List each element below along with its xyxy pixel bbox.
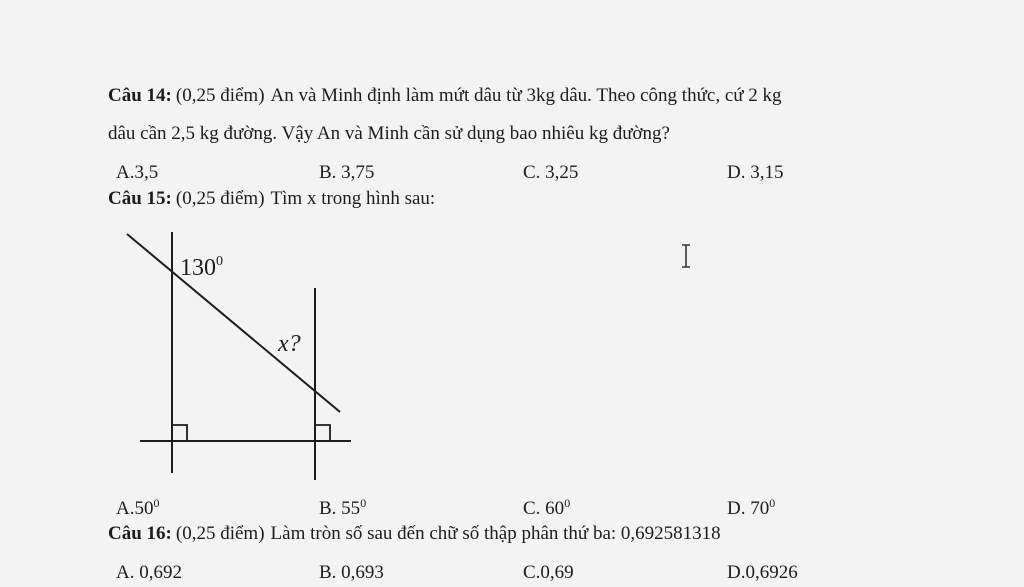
question-15-option-d[interactable]: D. $70^0$: [727, 496, 776, 519]
question-14-options: [116, 162, 916, 186]
right-angle-mark-left: [172, 425, 187, 441]
question-16-option-b[interactable]: B. 0,693: [319, 562, 384, 583]
question-15-points: (0,25 điểm): [175, 188, 265, 209]
question-16-options: [116, 562, 916, 586]
question-14-line-2: [108, 123, 670, 145]
question-14-option-c[interactable]: C. 3,25: [523, 162, 579, 183]
unknown-angle-label: x?: [278, 331, 301, 357]
transversal-line: [127, 234, 340, 412]
text-cursor-icon: [679, 244, 693, 268]
question-16-points: (0,25 điểm): [175, 523, 265, 544]
question-16-line: [108, 523, 721, 545]
question-14-option-d[interactable]: D. 3,15: [727, 162, 784, 183]
question-16-text: Làm tròn số sau đến chữ số thập phân thứ ba: 0,692581318: [270, 523, 721, 544]
question-15-options: [116, 498, 916, 522]
question-14-label: Câu 14:: [108, 85, 172, 106]
question-15-line: [108, 188, 435, 210]
question-14-text-1: An và Minh định làm mứt dâu từ 3kg dâu. Theo công thức, cứ 2 kg: [270, 85, 782, 106]
question-15-option-b[interactable]: B. $55^0$: [319, 496, 367, 519]
question-14-option-a[interactable]: A.3,5: [116, 162, 159, 183]
question-15-option-c[interactable]: C. $60^0$: [523, 496, 571, 519]
angle-130-label: $130^0$: [180, 254, 223, 281]
question-14-line-1: [108, 85, 782, 107]
question-14-option-b[interactable]: B. 3,75: [319, 162, 375, 183]
question-15-option-a[interactable]: $A.50^0$: [116, 496, 160, 519]
question-14-text-2: dâu cần 2,5 kg đường. Vậy An và Minh cần sử dụng bao nhiêu kg đường?: [108, 123, 670, 144]
question-15-text: Tìm x trong hình sau:: [270, 188, 436, 209]
question-15-label: Câu 15:: [108, 188, 172, 209]
question-16-option-a[interactable]: A. 0,692: [116, 562, 182, 583]
question-14-points: (0,25 điểm): [175, 85, 265, 106]
question-16-label: Câu 16:: [108, 523, 172, 544]
question-16-option-c[interactable]: C.0,69: [523, 562, 574, 583]
right-angle-mark-right: [315, 425, 330, 441]
question-16-option-d[interactable]: D.0,6926: [727, 562, 798, 583]
geometry-figure: [120, 225, 360, 480]
